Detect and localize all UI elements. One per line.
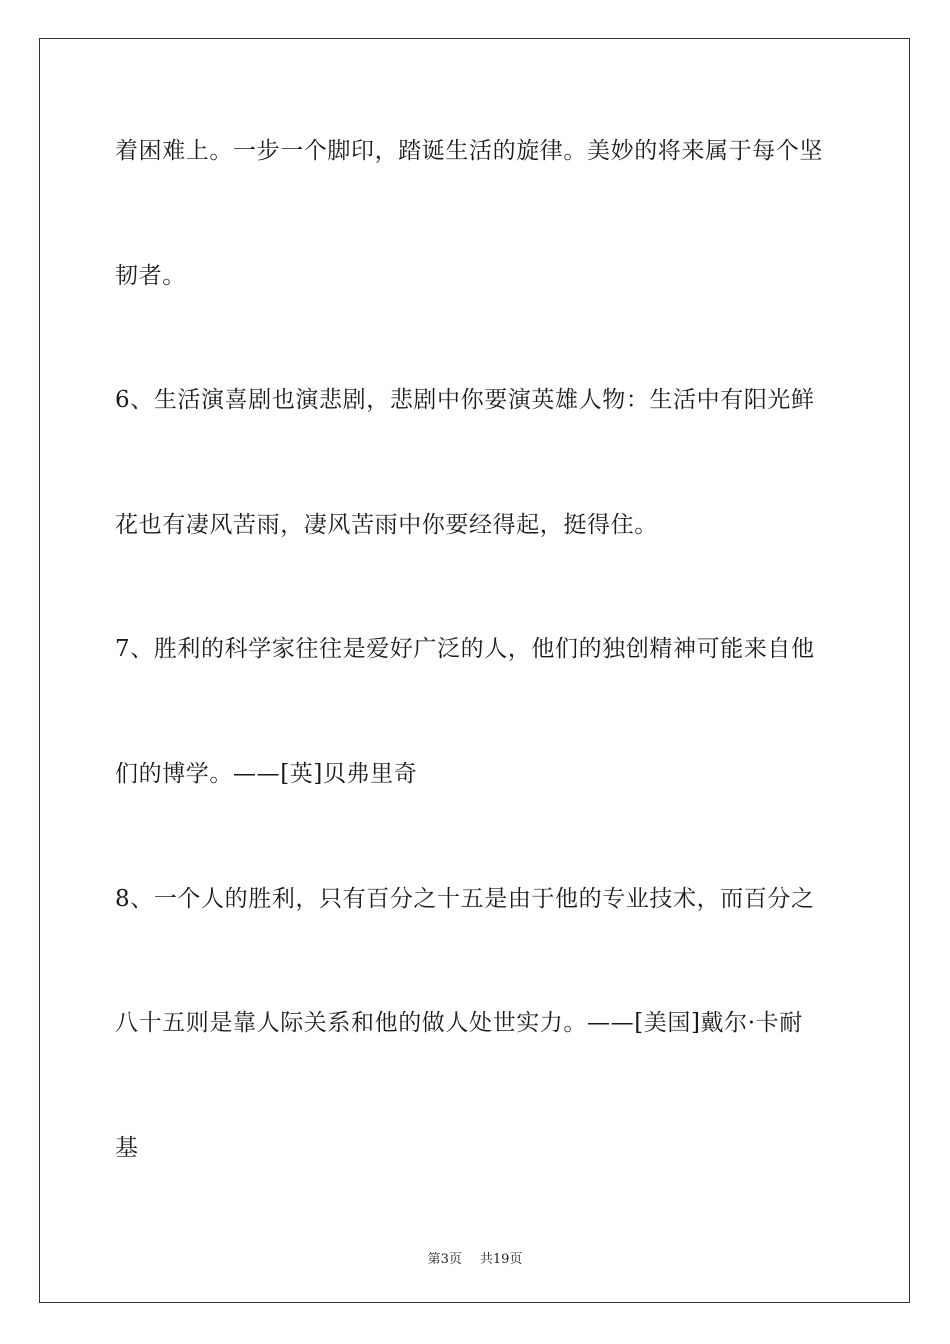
text-line: 花也有凄风苦雨，凄风苦雨中你要经得起，挺得住。 (115, 511, 658, 538)
page-footer (0, 1248, 950, 1267)
text-line: 八十五则是靠人际关系和他的做人处世实力。——[美国]戴尔·卡耐 (115, 1010, 803, 1037)
text-line: 7、胜利的科学家往往是爱好广泛的人，他们的独创精神可能来自他 (115, 636, 815, 663)
text-line: 基 (115, 1134, 139, 1161)
text-line: 着困难上。一步一个脚印，踏诞生活的旋律。美妙的将来属于每个坚 (115, 138, 823, 164)
document-body (115, 128, 837, 1249)
text-line: 8、一个人的胜利，只有百分之十五是由于他的专业技术，而百分之 (115, 885, 815, 912)
page-total: 共19页 (479, 1252, 523, 1267)
text-line: 们的博学。——[英]贝弗里奇 (115, 760, 418, 787)
page-number: 第3页 (427, 1252, 462, 1267)
text-line: 韧者。 (115, 262, 186, 289)
text-line: 6、生活演喜剧也演悲剧，悲剧中你要演英雄人物：生活中有阳光鲜 (115, 387, 815, 414)
